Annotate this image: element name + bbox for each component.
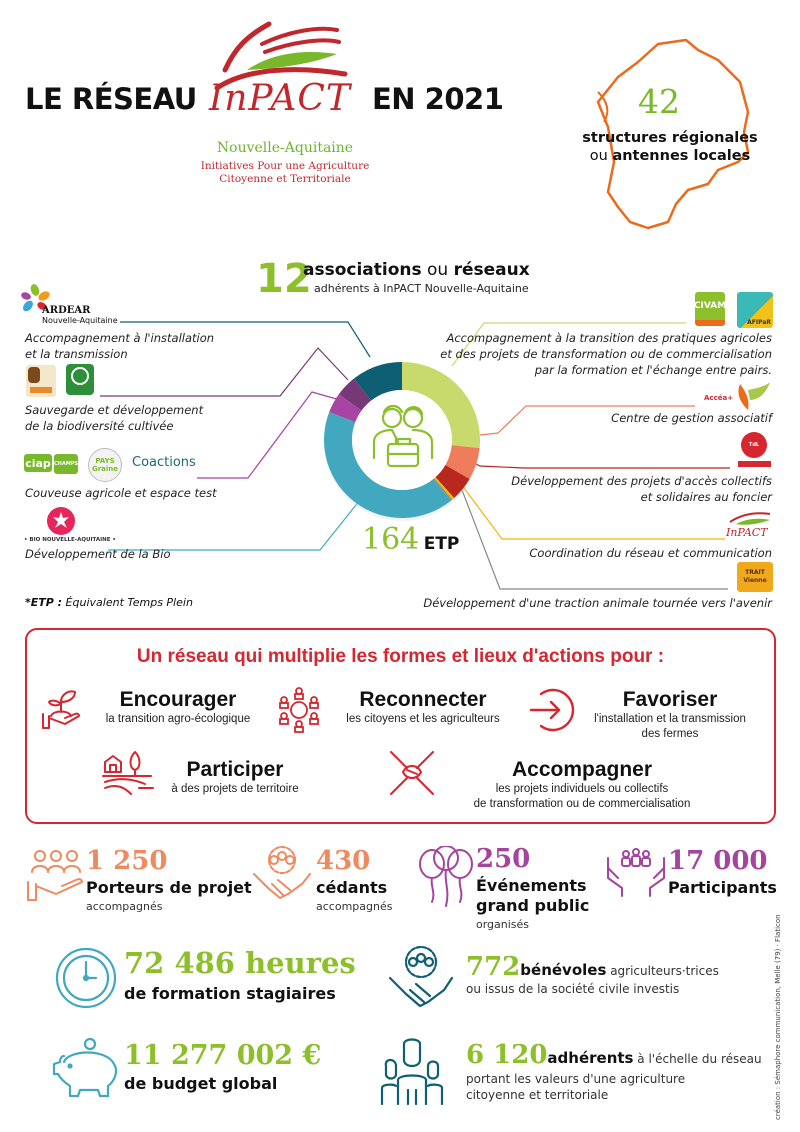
action-favoriser — [575, 688, 765, 742]
logo-region: Nouvelle-Aquitaine — [216, 140, 354, 156]
right-desc-civam — [412, 330, 772, 378]
enter-arrow-circle-icon — [527, 686, 575, 734]
action-accompagner-sub-2: de transformation ou de commercialisation — [473, 798, 691, 810]
civam-logo: CIVAM — [695, 292, 725, 326]
stat-adherents — [466, 1040, 762, 1070]
footnote-term: *ETP : — [25, 596, 63, 609]
structures-label-prefix: ou — [589, 148, 613, 164]
inpact-small-logo-icon — [722, 508, 772, 540]
ardear-logo-title: ARDEAR — [42, 305, 91, 316]
action-reconnecter — [323, 688, 523, 727]
action-participer-title: Participer — [186, 758, 284, 781]
left-desc-biodiversite-line1: Sauvegarde et développement — [25, 403, 204, 417]
actions-title: Un réseau qui multiplie les formes et lieux d'actions pour : — [136, 646, 665, 667]
stat-benevoles-number: 772 — [466, 952, 521, 982]
action-accompagner-sub-1: les projets individuels ou collectifs — [495, 783, 669, 795]
right-desc-civam-line2: et des projets de transformation ou de commercialisation — [440, 347, 772, 361]
footnote-definition: Équivalent Temps Plein — [62, 596, 193, 609]
hands-community-icon — [604, 848, 668, 898]
associations-title-bold-2: réseaux — [453, 260, 530, 280]
coactions-logo: Coactions — [132, 455, 196, 470]
pays-de-graine-logo: PAYS Graine — [88, 448, 122, 482]
stat-budget-label: de budget global — [124, 1074, 278, 1093]
stat-cedants-label: cédants — [316, 878, 388, 897]
stat-adherents-line2: portant les valeurs d'une agriculture — [466, 1072, 686, 1086]
left-desc-biodiversite-line2: de la biodiversité cultivée — [25, 419, 174, 433]
terre-de-liens-logo-band — [738, 461, 771, 467]
stat-porteurs-label: Porteurs de projet — [86, 878, 252, 897]
associations-title-mid: ou — [421, 260, 454, 280]
action-favoriser-sub-2: des fermes — [641, 728, 699, 740]
action-favoriser-sub-1: l'installation et la transmission — [594, 713, 746, 725]
right-desc-inpact: Coordination du réseau et communication — [529, 546, 772, 560]
champs-possibles-logo: CHAMPS — [54, 454, 78, 474]
right-desc-civam-line1: Accompagnement à la transition des pratiques agricoles — [446, 331, 772, 345]
farm-landscape-icon — [101, 748, 155, 798]
stat-cedants-number: 430 — [316, 846, 371, 876]
afipar-logo: AFIPaR — [737, 292, 773, 328]
conservatoire-vegetal-logo — [66, 364, 94, 395]
bio-nouvelle-aquitaine-logo-icon — [46, 506, 76, 536]
associations-count: 12 — [256, 256, 312, 302]
stat-evenements-number: 250 — [476, 844, 531, 874]
action-accompagner-title: Accompagner — [511, 758, 653, 781]
stat-porteurs-sub: accompagnés — [86, 900, 163, 913]
action-reconnecter-sub: les citoyens et les agriculteurs — [346, 713, 500, 725]
trait-vienne-logo: TRAIT Vienne — [737, 562, 773, 592]
associations-subtitle: adhérents à InPACT Nouvelle-Aquitaine — [314, 282, 529, 295]
stat-benevoles-label: bénévoles — [520, 961, 607, 979]
stat-adherents-label-rest: à l'échelle du réseau — [633, 1052, 762, 1066]
adherents-group-icon — [380, 1036, 444, 1106]
etp-footnote — [25, 596, 193, 609]
title-right: EN 2021 — [372, 82, 504, 116]
left-desc-ardear-line2: et la transmission — [25, 347, 128, 361]
stat-porteurs-number: 1 250 — [86, 846, 168, 876]
action-favoriser-title: Favoriser — [622, 688, 718, 711]
stat-benevoles-label-rest: agriculteurs·trices — [606, 964, 719, 978]
stat-evenements-label-1: Événements — [476, 876, 587, 895]
logo-tagline-1: Initiatives Pour une Agriculture — [200, 160, 370, 172]
left-desc-couveuse: Couveuse agricole et espace test — [25, 486, 217, 500]
bio-logo-text: • BIO NOUVELLE-AQUITAINE • — [24, 537, 116, 543]
etp-number: 164 — [362, 522, 420, 557]
structures-label-line2: antennes locales — [612, 148, 751, 164]
inpact-logo-word: InPACT — [209, 78, 351, 119]
logo-tagline-2: Citoyenne et Territoriale — [219, 173, 351, 185]
stat-adherents-label: adhérents — [547, 1049, 634, 1067]
action-reconnecter-title: Reconnecter — [359, 688, 487, 711]
action-participer — [155, 758, 315, 797]
action-encourager — [83, 688, 273, 727]
svg-text:InPACT: InPACT — [726, 526, 768, 539]
volunteers-handshake-icon — [386, 944, 456, 1010]
right-desc-accea: Centre de gestion associatif — [611, 411, 772, 425]
left-desc-ardear-line1: Accompagnement à l'installation — [25, 331, 215, 345]
clock-icon — [54, 946, 118, 1010]
hand-people-icon — [26, 848, 86, 904]
balloons-icon — [416, 846, 476, 916]
handshake-gear-icon — [250, 844, 314, 904]
accea-logo-icon — [700, 382, 770, 412]
action-participer-sub: à des projets de territoire — [171, 783, 299, 795]
actions-box — [25, 628, 776, 824]
piggy-bank-icon — [52, 1036, 124, 1100]
ardear-logo-sub: Nouvelle-Aquitaine — [42, 316, 118, 325]
left-desc-bio: Développement de la Bio — [25, 547, 171, 561]
stat-benevoles — [466, 952, 719, 982]
left-desc-biodiversite — [25, 402, 203, 434]
stat-participants-label: Participants — [668, 878, 777, 897]
stat-benevoles-line2: ou issus de la société civile investis — [466, 982, 680, 996]
stat-heures-label: de formation stagiaires — [124, 984, 336, 1003]
structures-label-line1: structures régionales — [582, 130, 758, 146]
right-desc-tdl-line1: Développement des projets d'accès collectifs — [511, 474, 772, 488]
stat-heures-number: 72 486 heures — [124, 946, 356, 980]
title-left: LE RÉSEAU — [25, 82, 197, 116]
people-network-icon — [279, 686, 319, 734]
credit-text: création : Sémaphore communication, Melle (79) · Flaticon — [774, 914, 782, 1120]
hand-plant-icon — [39, 688, 83, 732]
ciap-logo: ciap — [24, 454, 52, 472]
action-accompagner — [427, 758, 737, 812]
stat-evenements-label-2: grand public — [476, 896, 590, 915]
right-desc-terre-de-liens — [412, 473, 772, 505]
stat-adherents-line3: citoyenne et territoriale — [466, 1088, 609, 1102]
action-encourager-sub: la transition agro-écologique — [105, 713, 251, 725]
action-encourager-title: Encourager — [119, 688, 237, 711]
structures-count: 42 — [638, 82, 680, 121]
svg-text:Accéa+: Accéa+ — [704, 394, 734, 402]
associations-title-bold: associations — [303, 260, 422, 280]
stat-budget-number: 11 277 002 € — [124, 1040, 322, 1071]
right-desc-civam-line3: par la formation et l'échange entre pairs. — [534, 363, 772, 377]
stat-evenements-sub: organisés — [476, 918, 530, 931]
biodiversite-logo — [26, 365, 56, 397]
stat-cedants-sub: accompagnés — [316, 900, 393, 913]
etp-unit: ETP — [423, 534, 460, 554]
stat-adherents-number: 6 120 — [466, 1040, 548, 1070]
left-desc-ardear — [25, 330, 214, 362]
terre-de-liens-logo: TdL — [741, 432, 767, 458]
right-desc-tdl-line2: et solidaires au foncier — [640, 490, 772, 504]
stat-participants-number: 17 000 — [668, 846, 768, 876]
right-desc-trait-vienne: Développement d'une traction animale tournée vers l'avenir — [423, 596, 772, 610]
